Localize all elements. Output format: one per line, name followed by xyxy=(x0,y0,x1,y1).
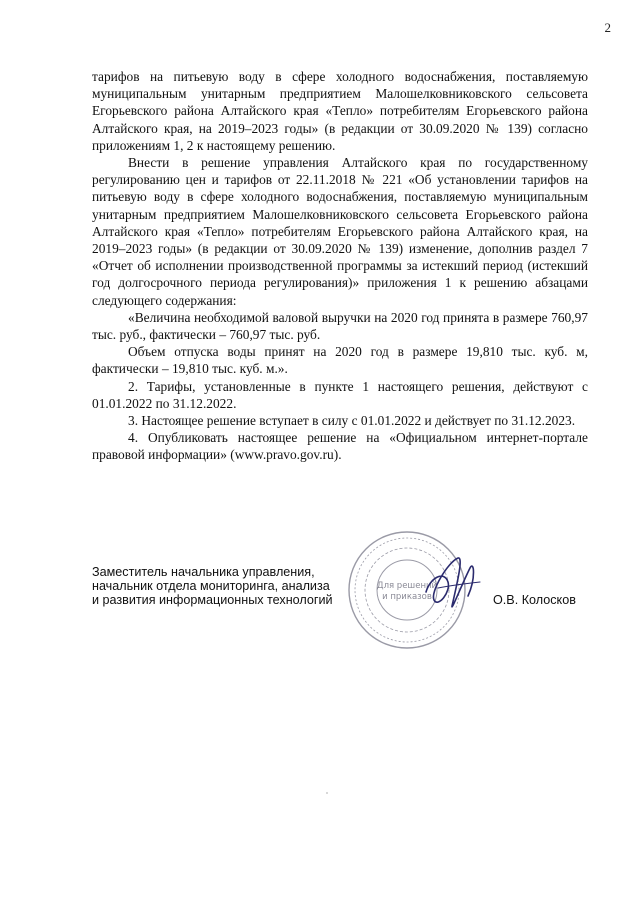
paragraph-item-2: 2. Тарифы, установленные в пункте 1 настоящего решения, действуют с 01.01.2022 по 31.12.2022. xyxy=(92,378,588,411)
signatory-name: О.В. Колосков xyxy=(493,593,576,607)
stamp-center-line2: и приказов xyxy=(382,592,432,602)
stamp-center-line1: Для решений xyxy=(376,581,438,591)
paragraph-water-volume: Объем отпуска воды принят на 2020 год в размере 19,810 тыс. куб. м, фактически – 19,810 тыс. куб. м.». xyxy=(92,344,588,377)
signatory-title-line3: и развития информационных технологий xyxy=(92,592,333,607)
paragraph-amendment: Внести в решение управления Алтайского края по государственному регулированию цен и тарифов от 22.11.2018 № 221 «Об установлении тарифов на питьевую воду в сфере холодного водоснабжения, поставляемую муниципальным унитарным предприятием Малошелковниковского сельсовета Егорьевского района Алтайского края «Тепло» потребителям Егорьевского района Алтайского края, на 2019–2023 годы» (в редакции от 30.09.2020 № 139) изменение, дополнив раздел 7 «Отчет об исполнении производственной программы за истекший период (истекший год долгосрочного периода регулирования)» приложения 1 к решению абзацами следующего содержания: xyxy=(92,155,588,308)
signatory-title-line1: Заместитель начальника управления, xyxy=(92,565,315,579)
paragraph-item-4: 4. Опубликовать настоящее решение на «Официальном интернет-портале правовой информации» (www.pravo.gov.ru). xyxy=(92,430,588,463)
paragraph-item-3: 3. Настоящее решение вступает в силу с 01.01.2022 и действует по 31.12.2023. xyxy=(128,413,576,429)
scan-dot xyxy=(326,792,328,794)
page-number: 2 xyxy=(604,20,611,35)
signatory-title-line2: начальник отдела мониторинга, анализа xyxy=(92,578,330,593)
document-body xyxy=(92,68,588,464)
paragraph-continuation: тарифов на питьевую воду в сфере холодного водоснабжения, поставляемую муниципальным унитарным предприятием Малошелковниковского сельсовета Егорьевского района Алтайского края «Тепло» потребителям Егорьевского района Алтайского края, на 2019–2023 годы» (в редакции от 30.09.2020 № 139) согласно приложениям 1, 2 к настоящему решению. xyxy=(92,69,588,153)
signature-block xyxy=(92,566,592,646)
paragraph-revenue: «Величина необходимой валовой выручки на 2020 год принята в размере 760,97 тыс. руб., фактически – 760,97 тыс. руб. xyxy=(92,309,588,343)
